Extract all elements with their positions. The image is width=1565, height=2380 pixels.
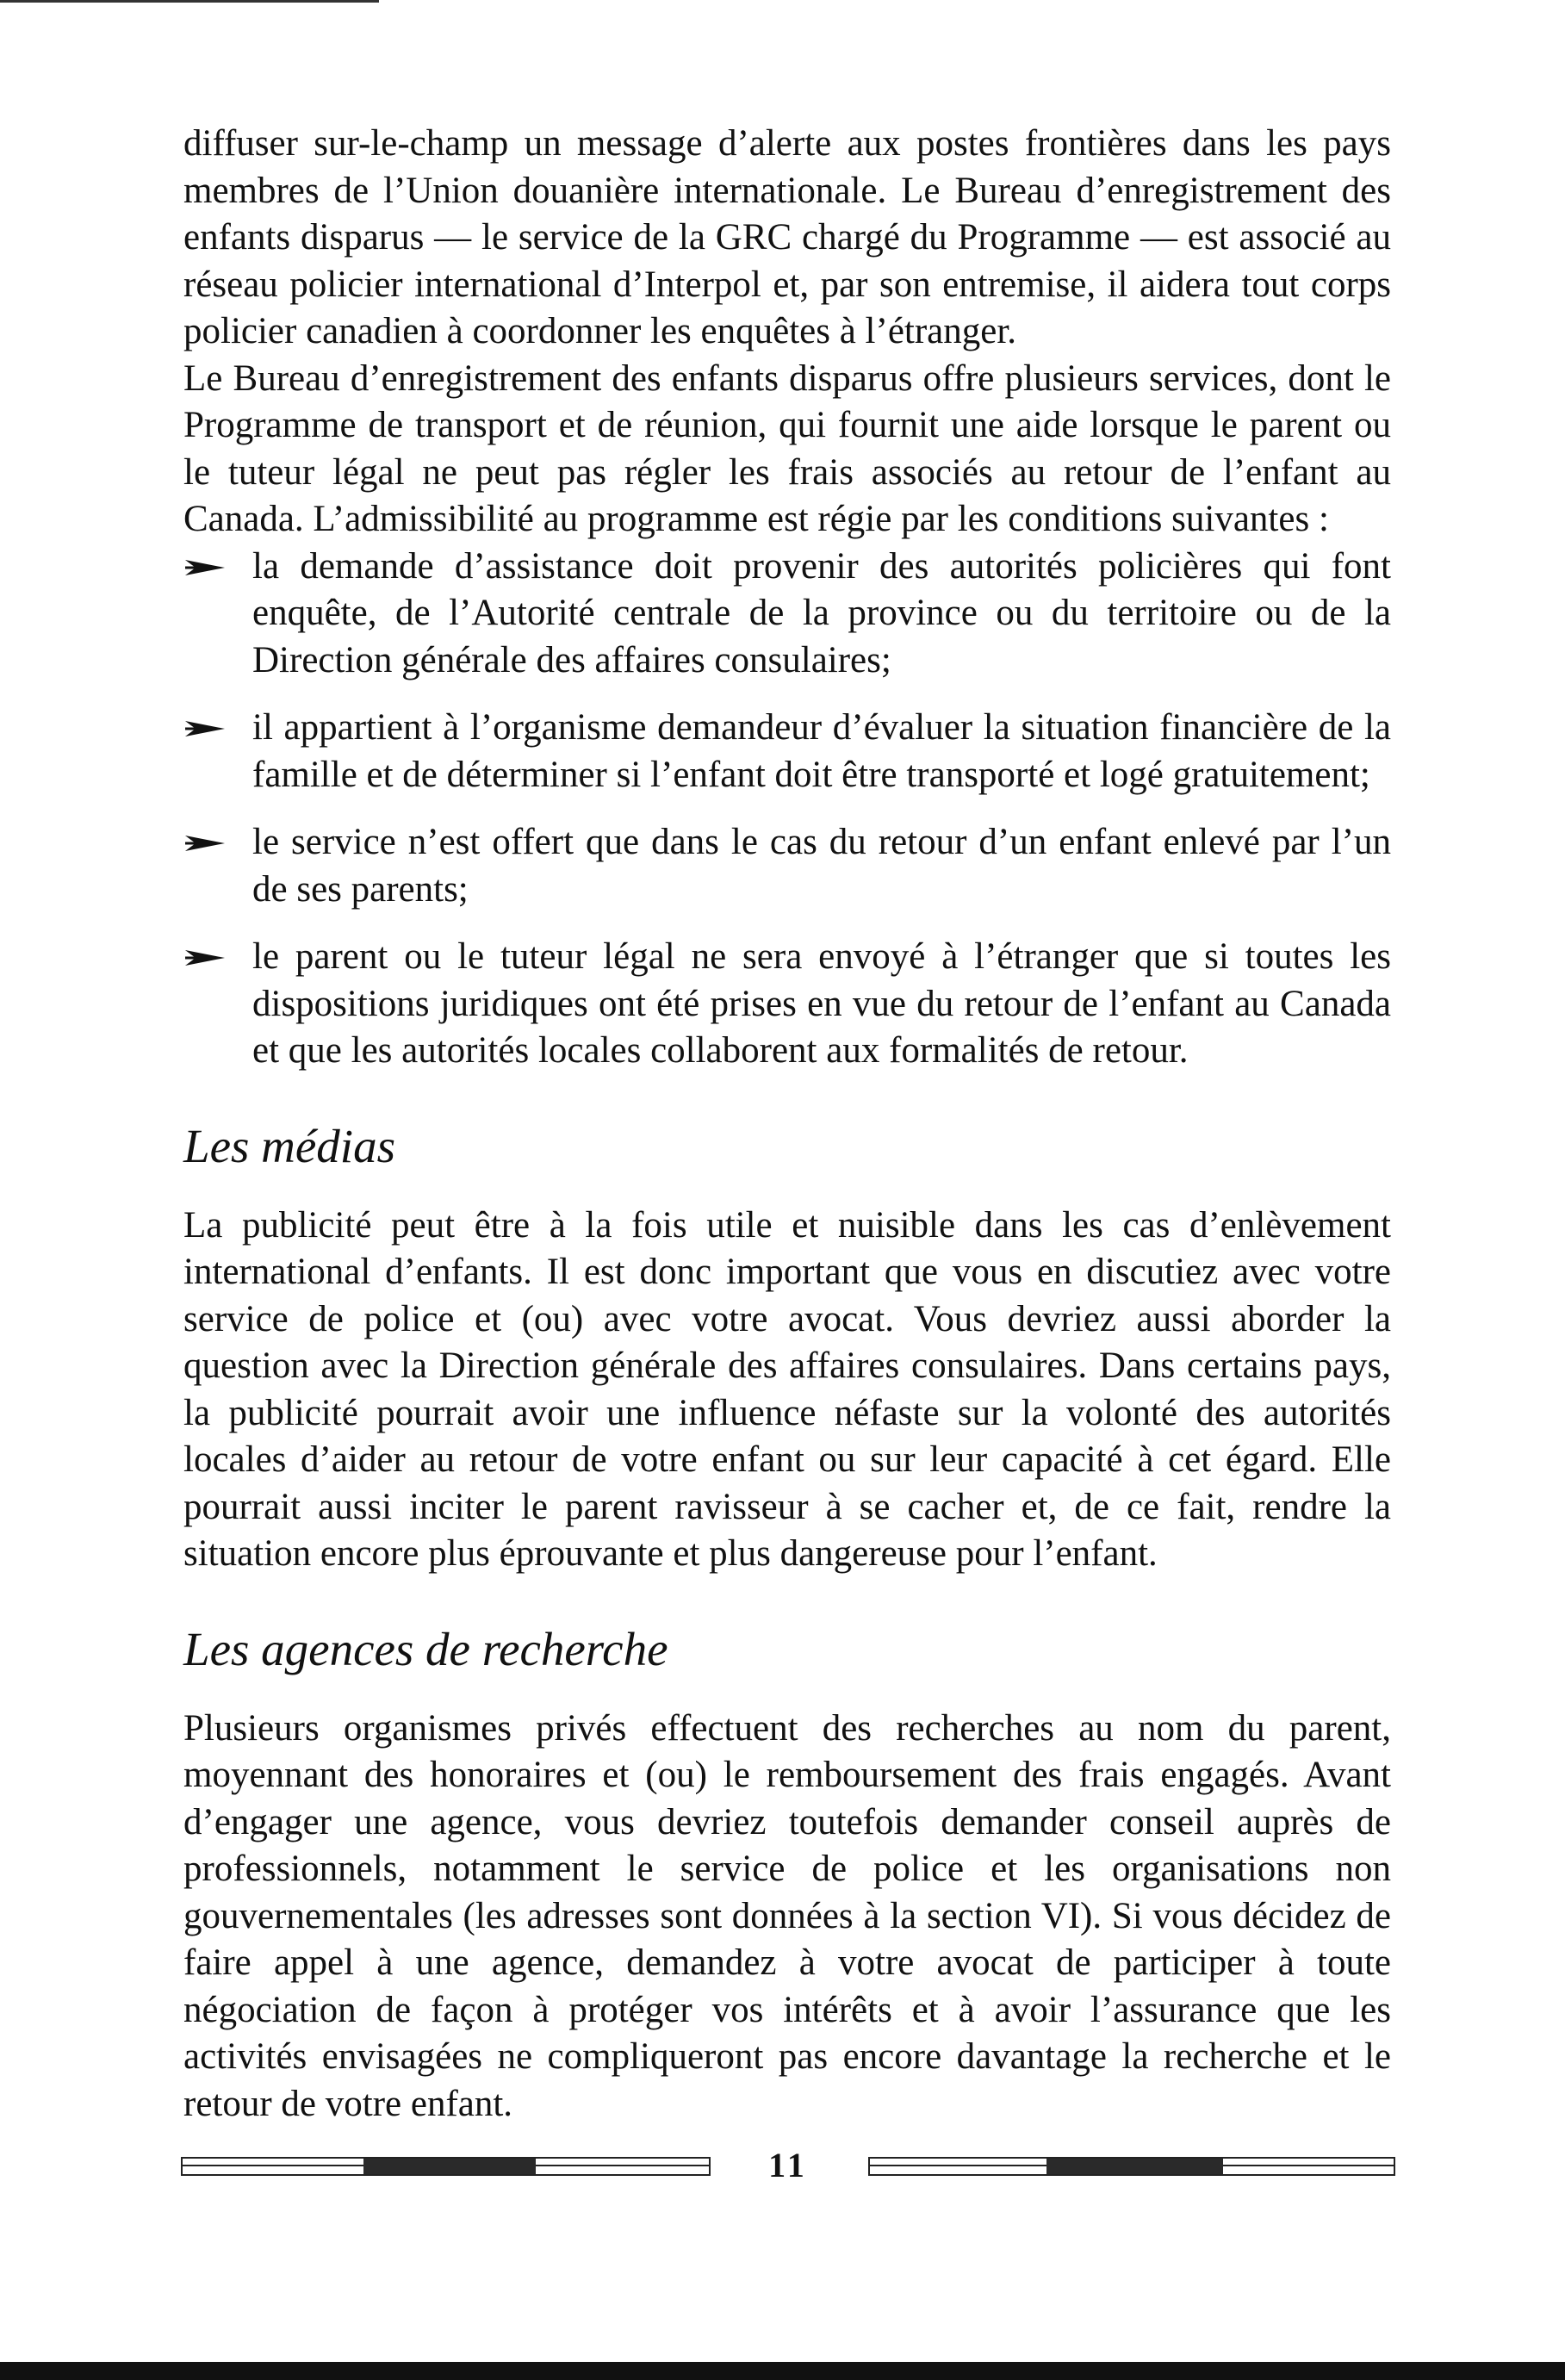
conditions-list [183,544,1391,1075]
heading-agences: Les agences de recherche [183,1622,668,1675]
heading-medias: Les médias [183,1119,395,1172]
page-footer [181,2148,1395,2191]
arrow-bullet-icon [183,557,227,578]
top-edge-rule [0,0,379,3]
bottom-edge-bar [0,2362,1565,2380]
arrow-bullet-icon [183,718,227,739]
arrow-bullet-icon [183,833,227,854]
arrow-bullet-icon [183,948,227,968]
list-item-text: la demande d’assistance doit provenir des autorités policières qui font enquête, de l’Autorité centrale de la province ou du territoire ou de la Direction générale des affaires consulaires; [252,545,1391,680]
list-item-text: le parent ou le tuteur légal ne sera envoyé à l’étranger que si toutes les dispositions juridiques ont été prises en vue du retour de l’enfant au Canada et que les autorités locales collaborent aux formalités de retour. [252,936,1391,1071]
list-item [183,544,1391,685]
footer-rule-right [868,2157,1395,2176]
paragraph-agences: Plusieurs organismes privés effectuent des recherches au nom du parent, moyennant des honoraires et (ou) le remboursement des frais engagés. Avant d’engager une agence, vous devriez toutefois demander conseil auprès de professionnels, notamment le service de police et les organisations non gouvernementales (les adresses sont données à la section VI). Si vous décidez de faire appel à une agence, demandez à votre avocat de participer à toute négociation de façon à protéger vos intérêts et à avoir l’assurance que les activités envisagées ne compliqueront pas encore davantage la recherche et le retour de votre enfant. [183,1707,1391,2124]
list-item [183,819,1391,913]
list-item [183,934,1391,1075]
page-content [183,121,1391,2128]
paragraph-medias: La publicité peut être à la fois utile et nuisible dans les cas d’enlèvement international d’enfants. Il est donc important que vous en discutiez avec votre service de police et (ou) avec votre avocat. Vous devriez aussi aborder la question avec la Direction générale des affaires consulaires. Dans certains pays, la publicité pourrait avoir une influence néfaste sur la volonté des autorités locales d’aider au retour de votre enfant ou sur leur capacité à cet égard. Elle pourrait aussi inciter le parent ravisseur à se cacher et, de ce fait, rendre la situation encore plus éprouvante et plus dangereuse pour l’enfant. [183,1204,1391,1574]
page-number: 11 [768,2146,808,2184]
list-item-text: le service n’est offert que dans le cas du retour d’un enfant enlevé par l’un de ses parents; [252,822,1391,910]
list-item [183,705,1391,799]
paragraph-program: Le Bureau d’enregistrement des enfants disparus offre plusieurs services, dont le Programme de transport et de réunion, qui fournit une aide lorsque le parent ou le tuteur légal ne peut pas régler les frais associés au retour de l’enfant au Canada. L’admissibilité au programme est régie par les conditions suivantes : [183,357,1391,539]
paragraph-alert: diffuser sur-le-champ un message d’alerte aux postes frontières dans les pays membres de l’Union douanière internationale. Le Bureau d’enregistrement des enfants disparus — le service de la GRC chargé du Programme — est associé au réseau policier international d’Interpol et, par son entremise, il aidera tout corps policier canadien à coordonner les enquêtes à l’étranger. [183,123,1391,351]
list-item-text: il appartient à l’organisme demandeur d’évaluer la situation financière de la famille et de déterminer si l’enfant doit être transporté et logé gratuitement; [252,707,1391,795]
